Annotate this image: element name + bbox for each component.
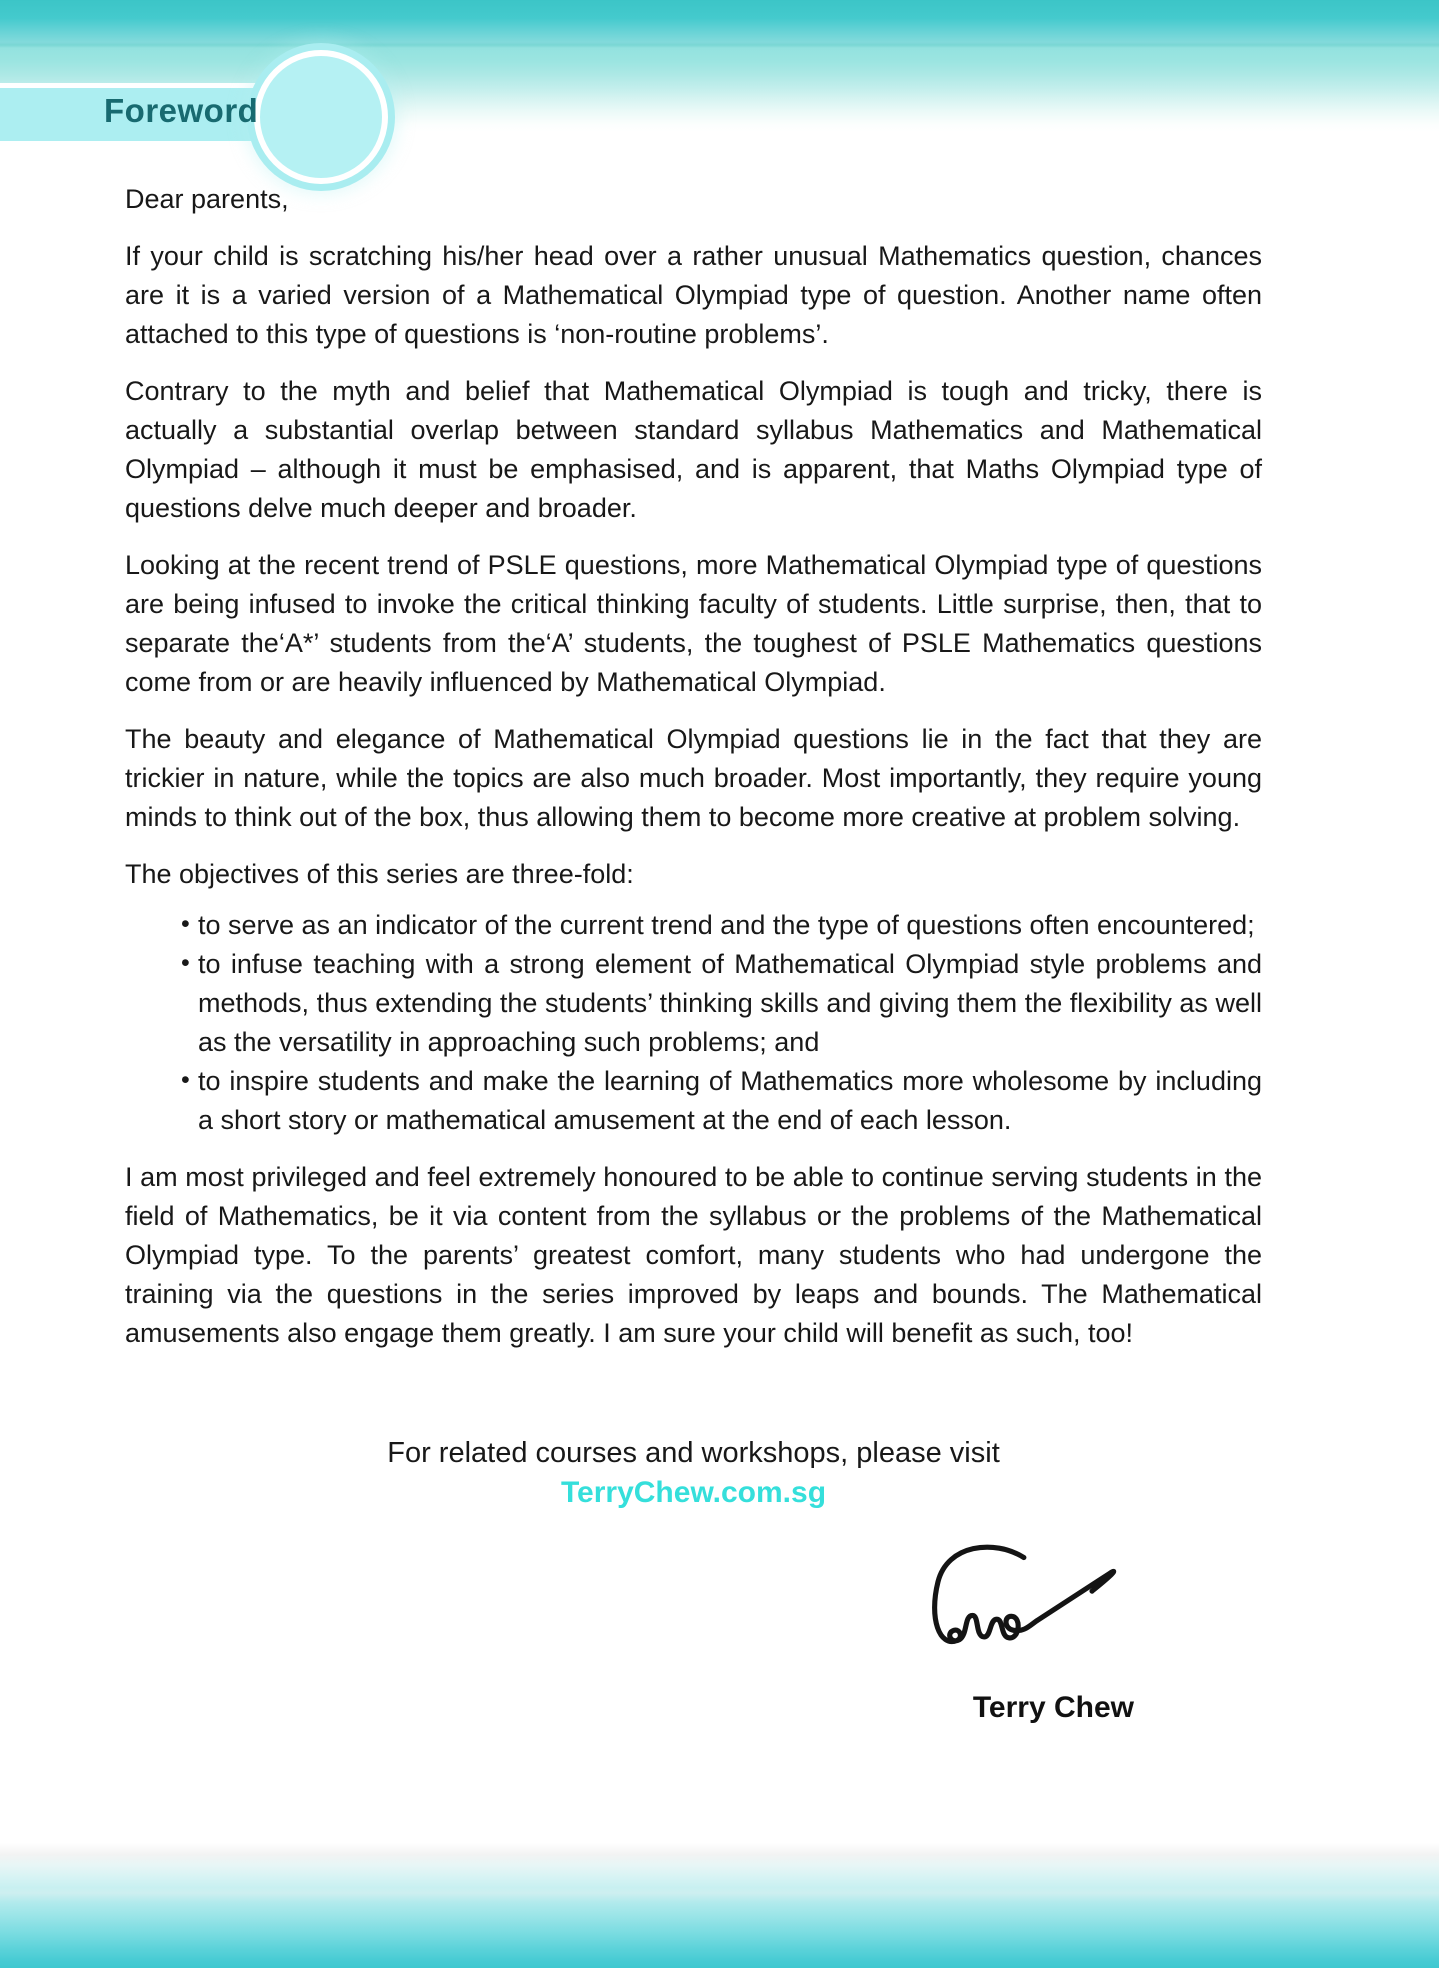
signature-scribble <box>882 1537 1134 1677</box>
salutation: Dear parents, <box>125 184 289 214</box>
signature-block <box>125 1537 1262 1727</box>
objectives-list <box>181 906 1262 1140</box>
paragraph-4: The beauty and elegance of Mathematical Olympiad questions lie in the fact that they are trickier in nature, while the topics are also much broader. Most importantly, they require young minds to think out of the box, thus allowing them to become more creative at problem solving. <box>125 724 1262 832</box>
website-link[interactable]: TerryChew.com.sg <box>560 1476 827 1509</box>
paragraph-3: Looking at the recent trend of PSLE questions, more Mathematical Olympiad type of questions are being infused to invoke the critical thinking faculty of students. Little surprise, then, that to separate the‘A*’ students from the‘A’ students, the toughest of PSLE Mathematics questions come from or are heavily influenced by Mathematical Olympiad. <box>125 550 1262 697</box>
banner-circle <box>254 50 388 184</box>
objective-item <box>181 906 1262 945</box>
objective-text: to serve as an indicator of the current trend and the type of questions often encountered; <box>198 910 1255 940</box>
paragraph-2: Contrary to the myth and belief that Mathematical Olympiad is tough and tricky, there is actually a substantial overlap between standard syllabus Mathematics and Mathematical Olympiad – although it must be emphasised, and is apparent, that Maths Olympiad type of questions delve much deeper and broader. <box>125 376 1262 523</box>
letter-body <box>125 180 1262 1727</box>
objective-text: to inspire students and make the learning of Mathematics more wholesome by including a short story or mathematical amusement at the end of each lesson. <box>198 1066 1262 1135</box>
objective-item <box>181 1062 1262 1140</box>
signature-name: Terry Chew <box>972 1691 1134 1724</box>
visit-note <box>125 1433 1262 1513</box>
objectives-intro: The objectives of this series are three-fold: <box>125 859 634 889</box>
objective-item <box>181 945 1262 1062</box>
visit-text: For related courses and workshops, please visit <box>387 1437 1000 1469</box>
footer-gradient <box>0 1843 1439 1968</box>
paragraph-1: If your child is scratching his/her head over a rather unusual Mathematics question, chances are it is a varied version of a Mathematical Olympiad type of question. Another name often attached to this type of questions is ‘non-routine problems’. <box>125 241 1262 349</box>
objective-text: to infuse teaching with a strong element of Mathematical Olympiad style problems and methods, thus extending the students’ thinking skills and giving them the flexibility as well as the versatility in approaching such problems; and <box>198 949 1262 1057</box>
closing-paragraph: I am most privileged and feel extremely honoured to be able to continue serving students in the field of Mathematics, be it via content from the syllabus or the problems of the Mathematical Olympiad type. To the parents’ greatest comfort, many students who had undergone the training via the questions in the series improved by leaps and bounds. The Mathematical amusements also engage them greatly. I am sure your child will benefit as such, too! <box>125 1162 1262 1348</box>
page-title: Foreword <box>104 92 259 129</box>
